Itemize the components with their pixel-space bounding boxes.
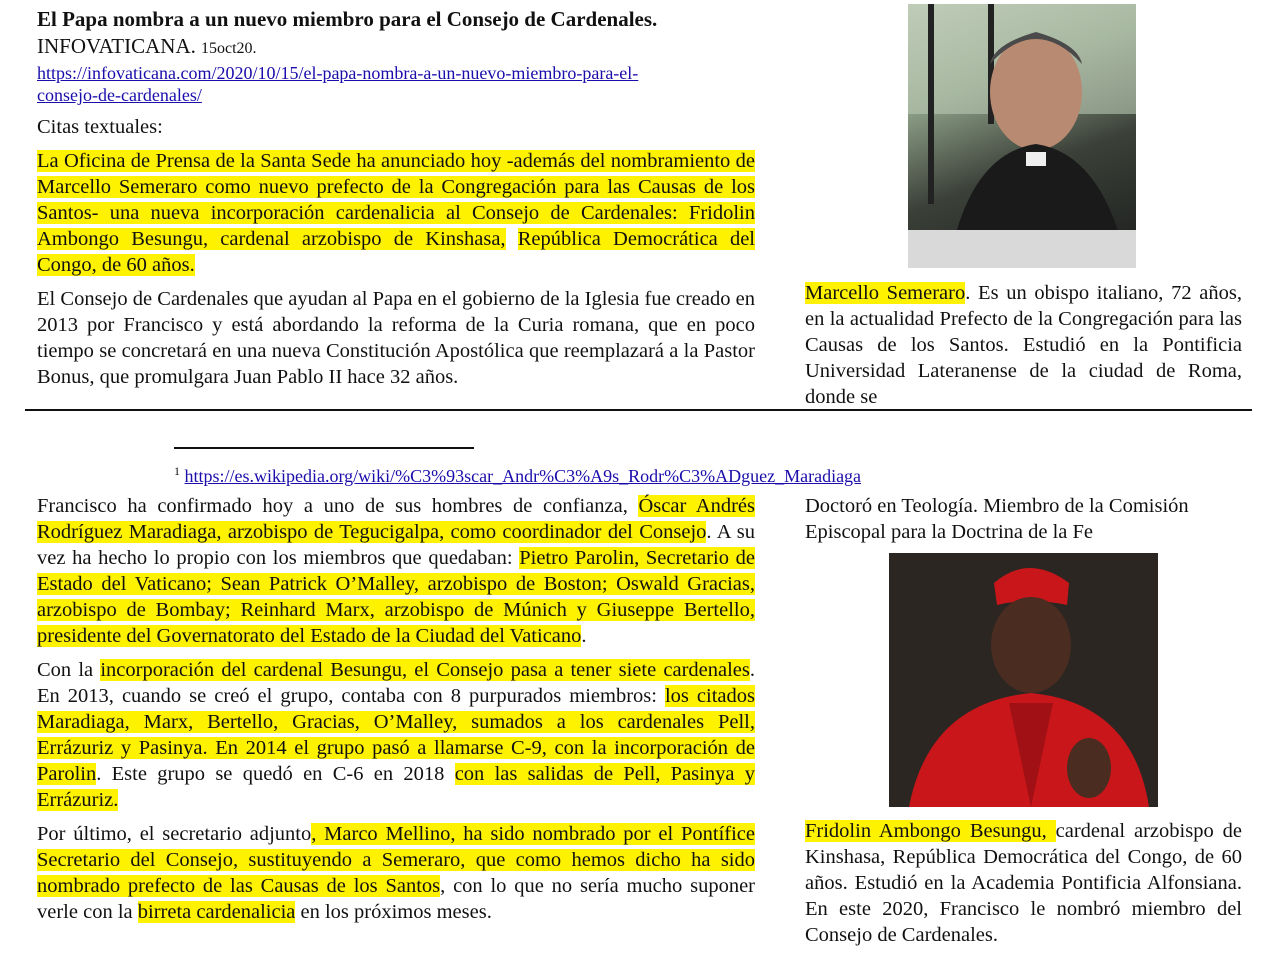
- article-date: 15oct20.: [201, 40, 257, 57]
- paragraph-2: El Consejo de Cardenales que ayudan al Papa en el gobierno de la Iglesia fue creado en 2013 por Francisco y está abordando la reforma de la Curia romana, que en poco tiempo se concretará en una nueva Constitución Apostólica que reemplazará a la Pastor Bonus, que promulgara Juan Pablo II hace 32 años.: [37, 288, 755, 388]
- headline: [37, 6, 755, 62]
- footnote-number: 1: [174, 464, 180, 478]
- semeraro-caption: Marcello Semeraro. Es un obispo italiano, 72 años, en la actualidad Prefecto de la Congregación para las Causas de los Santos. Estudió en la Pontificia Universidad Lateranense de la ciudad de Roma, donde se: [805, 282, 1242, 408]
- semeraro-photo: [908, 4, 1136, 268]
- footnote-link[interactable]: https://es.wikipedia.org/wiki/%C3%93scar_Andr%C3%A9s_Rodr%C3%ADguez_Maradiaga: [184, 466, 862, 486]
- paragraph-1: La Oficina de Prensa de la Santa Sede ha anunciado hoy -además del nombramiento de Marcello Semeraro como nuevo prefecto de la Congregación para las Causas de los Santos- una nueva incorporación cardenalicia al Consejo de Cardenales: Fridolin Ambongo Besungu, cardenal arzobispo de Kinshasa, República Democrática del Congo, de 60 años.: [37, 150, 755, 276]
- besungu-photo: [889, 553, 1158, 807]
- article-link-line2[interactable]: consejo-de-cardenales/: [37, 85, 202, 105]
- paragraph-4: Con la incorporación del cardenal Besungu, el Consejo pasa a tener siete cardenales. En 2013, cuando se creó el grupo, contaba con 8 purpurados miembros: los citados Maradiaga, Marx, Bertello, Gracias, O’Malley, sumados a los cardenales Pell, Errázuriz y Pasinya. En 2014 el grupo pasó a llamarse C-9, con la incorporación de Parolin. Este grupo se quedó en C-6 en 2018 con las salidas de Pell, Pasinya y Errázuriz.: [37, 659, 756, 811]
- besungu-name: Fridolin Ambongo Besungu,: [805, 820, 1056, 842]
- footnote: [174, 460, 861, 487]
- article-title: El Papa nombra a un nuevo miembro para el Consejo de Cardenales.: [37, 7, 658, 31]
- paragraph-5: Por último, el secretario adjunto, Marco Mellino, ha sido nombrado por el Pontífice Secretario del Consejo, sustituyendo a Semeraro, que como hemos dicho ha sido nombrado prefecto de las Causas de los Santos, con lo que no sería mucho suponer verle con la birreta cardenalicia en los próximos meses.: [37, 823, 755, 923]
- footnote-rule: [174, 447, 474, 449]
- source-name: INFOVATICANA.: [37, 34, 196, 58]
- article-bottom: [37, 493, 755, 925]
- citas-label: Citas textuales:: [37, 116, 163, 138]
- side-bottom: [805, 493, 1242, 545]
- page-divider: [25, 409, 1252, 411]
- semeraro-name: Marcello Semeraro: [805, 282, 966, 304]
- besungu-caption: Fridolin Ambongo Besungu, cardenal arzobispo de Kinshasa, República Democrática del Congo, de 60 años. Estudió en la Academia Pontificia Alfonsiana. En este 2020, Francisco le nombró miembro del Consejo de Cardenales.: [805, 820, 1242, 946]
- article-link-line1[interactable]: https://infovaticana.com/2020/10/15/el-papa-nombra-a-un-nuevo-miembro-para-el-: [37, 63, 639, 83]
- article-top: [37, 6, 755, 390]
- semeraro-caption-continued: Doctoró en Teología. Miembro de la Comisión Episcopal para la Doctrina de la Fe: [805, 495, 1189, 543]
- paragraph-3: Francisco ha confirmado hoy a uno de sus hombres de confianza, Óscar Andrés Rodríguez Maradiaga, arzobispo de Tegucigalpa, como coordinador del Consejo. A su vez ha hecho lo propio con los miembros que quedaban: Pietro Parolin, Secretario de Estado del Vaticano; Sean Patrick O’Malley, arzobispo de Boston; Oswald Gracias, arzobispo de Bombay; Reinhard Marx, arzobispo de Múnich y Giuseppe Bertello, presidente del Governatorato del Estado de la Ciudad del Vaticano.: [37, 495, 755, 647]
